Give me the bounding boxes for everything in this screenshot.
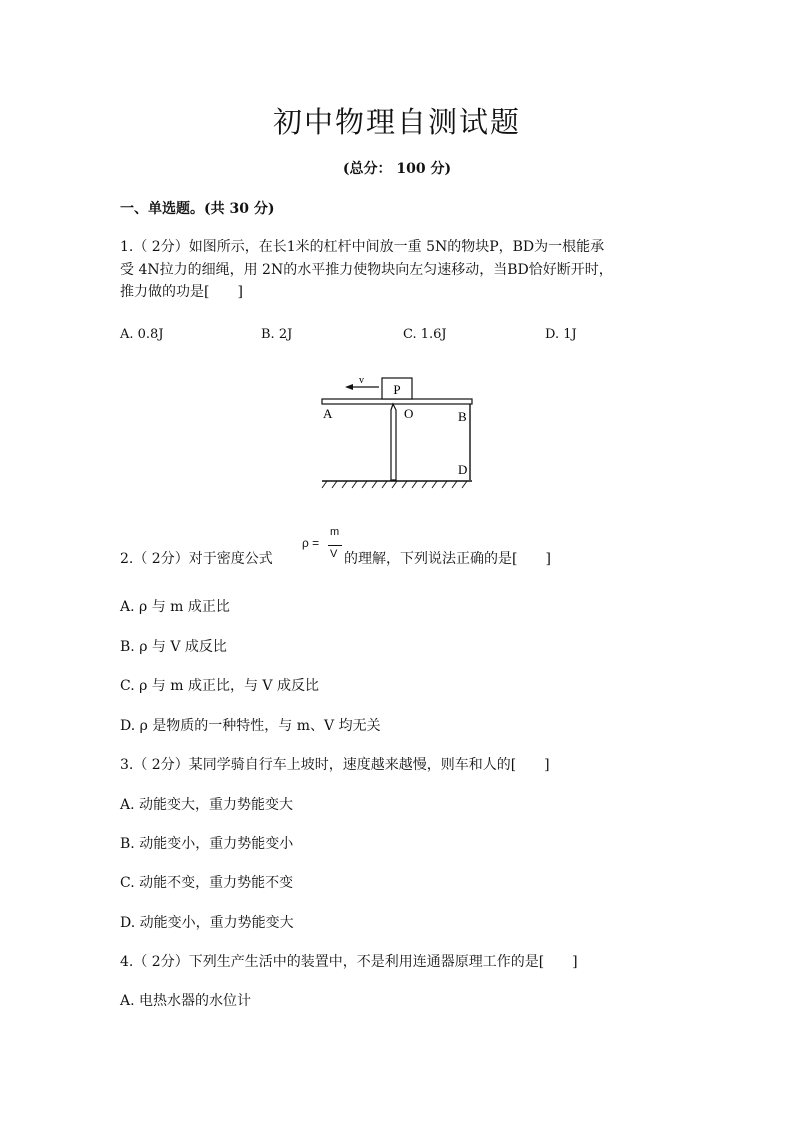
label-d: D [458, 462, 468, 477]
q1-option-b: B. 2J [261, 327, 293, 342]
label-v: v [359, 375, 364, 386]
q1-option-c: C. 1.6J [403, 327, 447, 342]
section-heading: 一、单选题。(共 30 分) [120, 201, 275, 217]
q1-stem-line3: 推力做的功是[ ] [120, 284, 243, 300]
formula-denominator: V [330, 548, 338, 560]
lever-bar [322, 399, 472, 404]
q3-option-a: A. 动能变大，重力势能变大 [120, 797, 294, 813]
q2-option-a: A. ρ 与 m 成正比 [120, 599, 230, 615]
arrow-head-icon [345, 384, 353, 390]
q4-option-a: A. 电热水器的水位计 [120, 993, 252, 1009]
q4-stem: 4.（ 2分）下列生产生活中的装置中，不是利用连通器原理工作的是[ ] [120, 954, 578, 970]
pivot-post [391, 404, 396, 480]
ground-hatch [322, 481, 467, 488]
q2-option-c: C. ρ 与 m 成正比，与 V 成反比 [120, 678, 319, 694]
lever-figure [315, 370, 480, 495]
q2-option-b: B. ρ 与 V 成反比 [120, 639, 227, 655]
label-o: O [404, 406, 414, 421]
q3-option-b: B. 动能变小，重力势能变小 [120, 836, 294, 852]
formula-fraction-bar [328, 545, 342, 546]
q1-stem-line2: 受 4N拉力的细绳，用 2N的水平推力使物块向左匀速移动，当BD恰好断开时， [120, 262, 613, 278]
page-title: 初中物理自测试题 [272, 105, 521, 139]
q2-stem-prefix: 2.（ 2分）对于密度公式 [120, 551, 273, 567]
q2-option-d: D. ρ 是物质的一种特性，与 m、V 均无关 [120, 718, 381, 734]
q1-option-a: A. 0.8J [120, 327, 164, 342]
label-p: P [393, 382, 401, 397]
q3-option-d: D. 动能变小，重力势能变大 [120, 915, 294, 931]
formula-lhs: ρ = [302, 536, 320, 550]
density-formula [302, 526, 347, 566]
q2-stem-suffix: 的理解，下列说法正确的是[ ] [344, 551, 551, 567]
label-a: A [323, 406, 333, 421]
total-score: (总分： 100 分) [342, 161, 452, 177]
label-b: B [458, 409, 467, 424]
q3-option-c: C. 动能不变，重力势能不变 [120, 875, 294, 891]
q3-stem: 3.（ 2分）某同学骑自行车上坡时，速度越来越慢，则车和人的[ ] [120, 757, 550, 773]
q1-option-d: D. 1J [545, 327, 577, 342]
q1-stem-line1: 1.（ 2分）如图所示，在长1米的杠杆中间放一重 5N的物块P，BD为一根能承 [120, 239, 605, 255]
formula-numerator: m [330, 526, 340, 538]
